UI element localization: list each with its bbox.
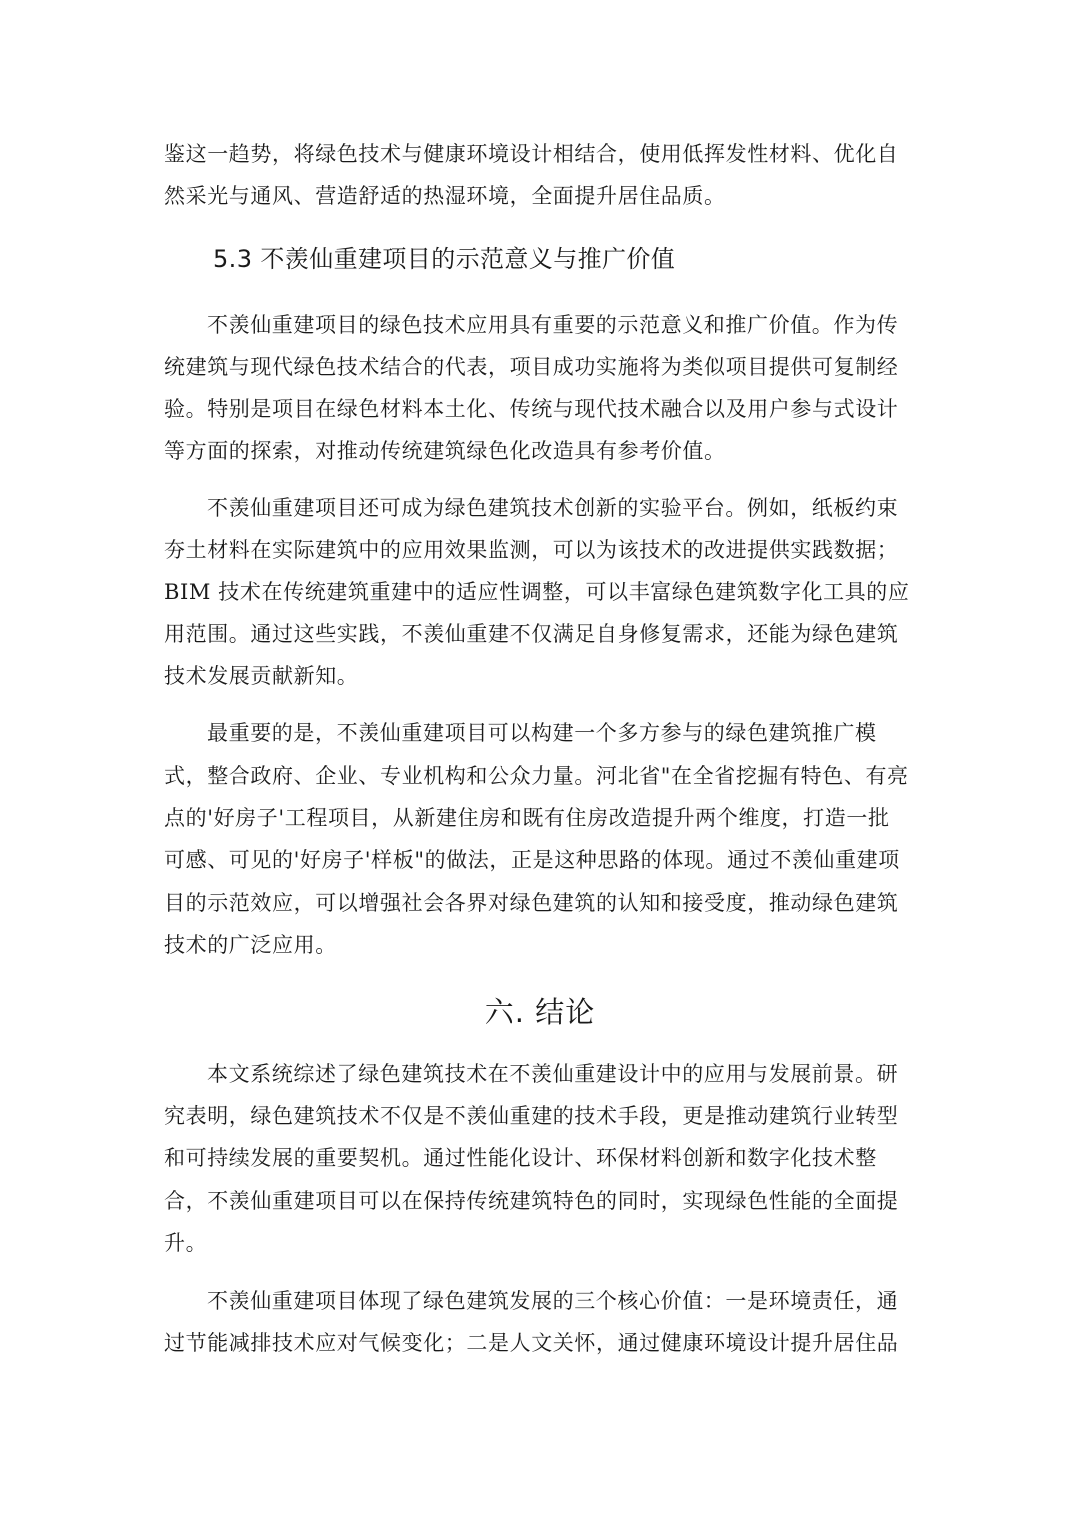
s53-p1-line-4: 等方面的探索，对推动传统建筑绿色化改造具有参考价值。 <box>164 439 726 463</box>
intro-line-1: 鉴这一趋势，将绿色技术与健康环境设计相结合，使用低挥发性材料、优化自 <box>164 142 899 166</box>
c6-p1-line-1: 本文系统综述了绿色建筑技术在不羡仙重建设计中的应用与发展前景。研 <box>207 1062 899 1086</box>
s53-p2-line-1: 不羡仙重建项目还可成为绿色建筑技术创新的实验平台。例如，纸板约束 <box>207 496 899 520</box>
section-heading-5-3: 5.3 不羡仙重建项目的示范意义与推广价值 <box>213 245 676 273</box>
s53-p3-line-4: 可感、可见的'好房子'样板"的做法，正是这种思路的体现。通过不羡仙重建项 <box>164 848 900 872</box>
intro-line-2: 然采光与通风、营造舒适的热湿环境，全面提升居住品质。 <box>164 184 726 208</box>
s53-p1-line-2: 统建筑与现代绿色技术结合的代表，项目成功实施将为类似项目提供可复制经 <box>164 355 899 379</box>
s53-p2-line-5: 技术发展贡献新知。 <box>164 664 359 688</box>
s53-p2-line-4: 用范围。通过这些实践，不羡仙重建不仅满足自身修复需求，还能为绿色建筑 <box>164 622 899 646</box>
s53-p3-line-1: 最重要的是，不羡仙重建项目可以构建一个多方参与的绿色建筑推广模 <box>207 721 877 745</box>
s53-p3-line-6: 技术的广泛应用。 <box>164 933 337 957</box>
c6-p1-line-5: 升。 <box>164 1231 208 1255</box>
s53-p2-line-2: 夯土材料在实际建筑中的应用效果监测，可以为该技术的改进提供实践数据； <box>164 538 899 562</box>
c6-p2-line-2: 过节能减排技术应对气候变化；二是人文关怀，通过健康环境设计提升居住品 <box>164 1331 899 1355</box>
s53-p3-line-5: 目的示范效应，可以增强社会各界对绿色建筑的认知和接受度，推动绿色建筑 <box>164 891 899 915</box>
s53-p3-line-3: 点的'好房子'工程项目，从新建住房和既有住房改造提升两个维度，打造一批 <box>164 806 890 830</box>
c6-p1-line-4: 合，不羡仙重建项目可以在保持传统建筑特色的同时，实现绿色性能的全面提 <box>164 1189 899 1213</box>
c6-p1-line-3: 和可持续发展的重要契机。通过性能化设计、环保材料创新和数字化技术整 <box>164 1146 877 1170</box>
s53-p1-line-3: 验。特别是项目在绿色材料本土化、传统与现代技术融合以及用户参与式设计 <box>164 397 899 421</box>
s53-p3-line-2: 式，整合政府、企业、专业机构和公众力量。河北省"在全省挖掘有特色、有亮 <box>164 764 909 788</box>
s53-p1-line-1: 不羡仙重建项目的绿色技术应用具有重要的示范意义和推广价值。作为传 <box>207 313 899 337</box>
s53-p2-line-3: BIM 技术在传统建筑重建中的适应性调整，可以丰富绿色建筑数字化工具的应 <box>164 580 910 604</box>
chapter-heading-6: 六. 结论 <box>484 995 596 1029</box>
c6-p2-line-1: 不羡仙重建项目体现了绿色建筑发展的三个核心价值：一是环境责任，通 <box>207 1289 899 1313</box>
c6-p1-line-2: 究表明，绿色建筑技术不仅是不羡仙重建的技术手段，更是推动建筑行业转型 <box>164 1104 899 1128</box>
